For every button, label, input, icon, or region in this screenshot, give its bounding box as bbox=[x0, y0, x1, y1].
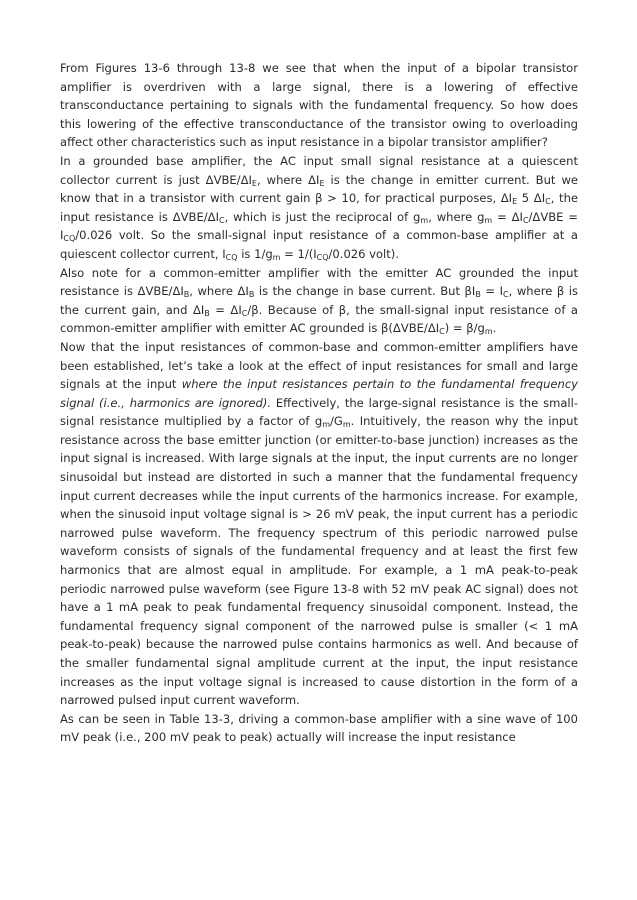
paragraph-4 bbox=[60, 338, 578, 710]
subscript: B bbox=[475, 290, 481, 300]
subscript: m bbox=[322, 420, 331, 430]
text-run: . Intuitively, the reason why the input resistance across the base emitter junction (or emitter-to-base junction) increases as the input signal is increased. With large signals at the input, the input currents are no longer sinusoidal but instead are distorted in such a manner that the fundamental frequency input current decreases while the input currents of the harmonics increase. For example, when the sinusoid input voltage signal is > 26 mV peak, the input current has a periodic narrowed pulse waveform. The frequency spectrum of this periodic narrowed pulse waveform consists of signals of the fundamental frequency and at least the first few harmonics that are almost equal in amplitude. For example, a 1 mA peak-to-peak periodic narrowed pulse waveform (see Figure 13-8 with 52 mV peak AC signal) does not have a 1 mA peak to peak fundamental frequency sinusoidal component. Instead, the fundamental frequency signal component of the narrowed pulse is smaller (< 1 mA peak-to-peak) because the narrowed pulse contains harmonics as well. And because of the smaller fundamental signal amplitude current at the input, the input resistance increases as the input voltage signal is increased to cause distortion in the form of a narrowed pulsed input current waveform. bbox=[60, 414, 579, 708]
italic-text: where the input resistances pertain to the fundamental frequency signal (i.e., harmonics are ignored). bbox=[60, 377, 578, 410]
text-run: is the change in base current. But βI bbox=[254, 284, 476, 299]
text-run: As can be seen in Table 13-3, driving a common-base amplifier with a sine wave of 100 mV peak (i.e., 200 mV peak to peak) actually will increase the input resistance bbox=[60, 711, 578, 745]
paragraph-1 bbox=[60, 59, 578, 152]
subscript: m bbox=[342, 420, 351, 430]
text-run: , where g bbox=[428, 209, 485, 224]
text-run: , where β is the current gain, and ΔI bbox=[60, 284, 578, 317]
subscript: C bbox=[439, 327, 445, 337]
subscript: E bbox=[512, 197, 518, 207]
text-run: , the input resistance is ΔVBE/ΔI bbox=[60, 191, 578, 224]
text-run: /0.026 volt). bbox=[328, 246, 399, 261]
subscript: m bbox=[420, 215, 429, 225]
document-body bbox=[60, 59, 578, 747]
subscript: C bbox=[241, 308, 248, 318]
text-run: = ΔI bbox=[492, 209, 523, 224]
subscript: CQ bbox=[63, 234, 76, 244]
text-run: , where ΔI bbox=[189, 284, 249, 299]
subscript: C bbox=[503, 290, 509, 300]
subscript: E bbox=[251, 178, 257, 188]
text-run: = ΔI bbox=[209, 302, 242, 317]
text-run: In a grounded base amplifier, the AC input small signal resistance at a quiescent collector current is just ΔVBE/ΔI bbox=[60, 153, 578, 187]
text-run: , which is just the reciprocal of g bbox=[224, 209, 421, 224]
text-run: Also note for a common-emitter amplifier with the emitter AC grounded the input resistance is ΔVBE/ΔI bbox=[60, 265, 578, 299]
subscript: B bbox=[248, 290, 255, 300]
text-run: Now that the input resistances of common-base and common-emitter amplifiers have been established, let’s take a look at the effect of input resistances for small and large signals at the input bbox=[60, 339, 578, 392]
subscript: m bbox=[484, 215, 493, 225]
subscript: CQ bbox=[316, 252, 329, 262]
text-run: /β. Because of β, the small-signal input resistance of a common-emitter amplifier with emitter AC grounded is β(ΔVBE/ΔI bbox=[60, 302, 579, 336]
subscript: C bbox=[522, 215, 529, 225]
text-run: /0.026 volt. So the small-signal input resistance of a common-base amplifier at a quiescent collector current, I bbox=[60, 228, 578, 261]
subscript: CQ bbox=[225, 252, 238, 262]
text-run: /ΔVBE = I bbox=[60, 209, 578, 243]
paragraph-2 bbox=[60, 152, 578, 264]
text-run: Effectively, the large-signal resistance is the small-signal resistance multiplied by a factor of g bbox=[60, 395, 578, 429]
text-run: 5 ΔI bbox=[517, 191, 546, 206]
subscript: B bbox=[183, 290, 190, 300]
text-run: = I bbox=[480, 284, 504, 299]
subscript: B bbox=[204, 308, 210, 318]
subscript: C bbox=[218, 215, 225, 225]
subscript: m bbox=[484, 327, 493, 337]
text-run: From Figures 13-6 through 13-8 we see that when the input of a bipolar transistor amplifier is overdriven with a large signal, there is a lowering of effective transconductance pertaining to signals with the fundamental frequency. So how does this lowering of the effective transconductance of the transistor owing to overloading affect other characteristics such as input resistance in a bipolar transistor amplifier? bbox=[60, 61, 578, 150]
text-run: . bbox=[492, 321, 497, 336]
text-run: ) = β/g bbox=[444, 321, 485, 336]
subscript: C bbox=[545, 197, 551, 207]
text-run: is the change in emitter current. But we know that in a transistor with current gain β > 10, for practical purposes, ΔI bbox=[60, 172, 579, 206]
text-run: is 1/g bbox=[237, 246, 273, 261]
text-run: /G bbox=[330, 414, 343, 429]
subscript: m bbox=[272, 252, 281, 262]
paragraph-3 bbox=[60, 264, 578, 338]
paragraph-5 bbox=[60, 710, 578, 747]
subscript: E bbox=[319, 178, 325, 188]
text-run: , where ΔI bbox=[256, 172, 320, 187]
text-run: = 1/(I bbox=[280, 246, 317, 261]
